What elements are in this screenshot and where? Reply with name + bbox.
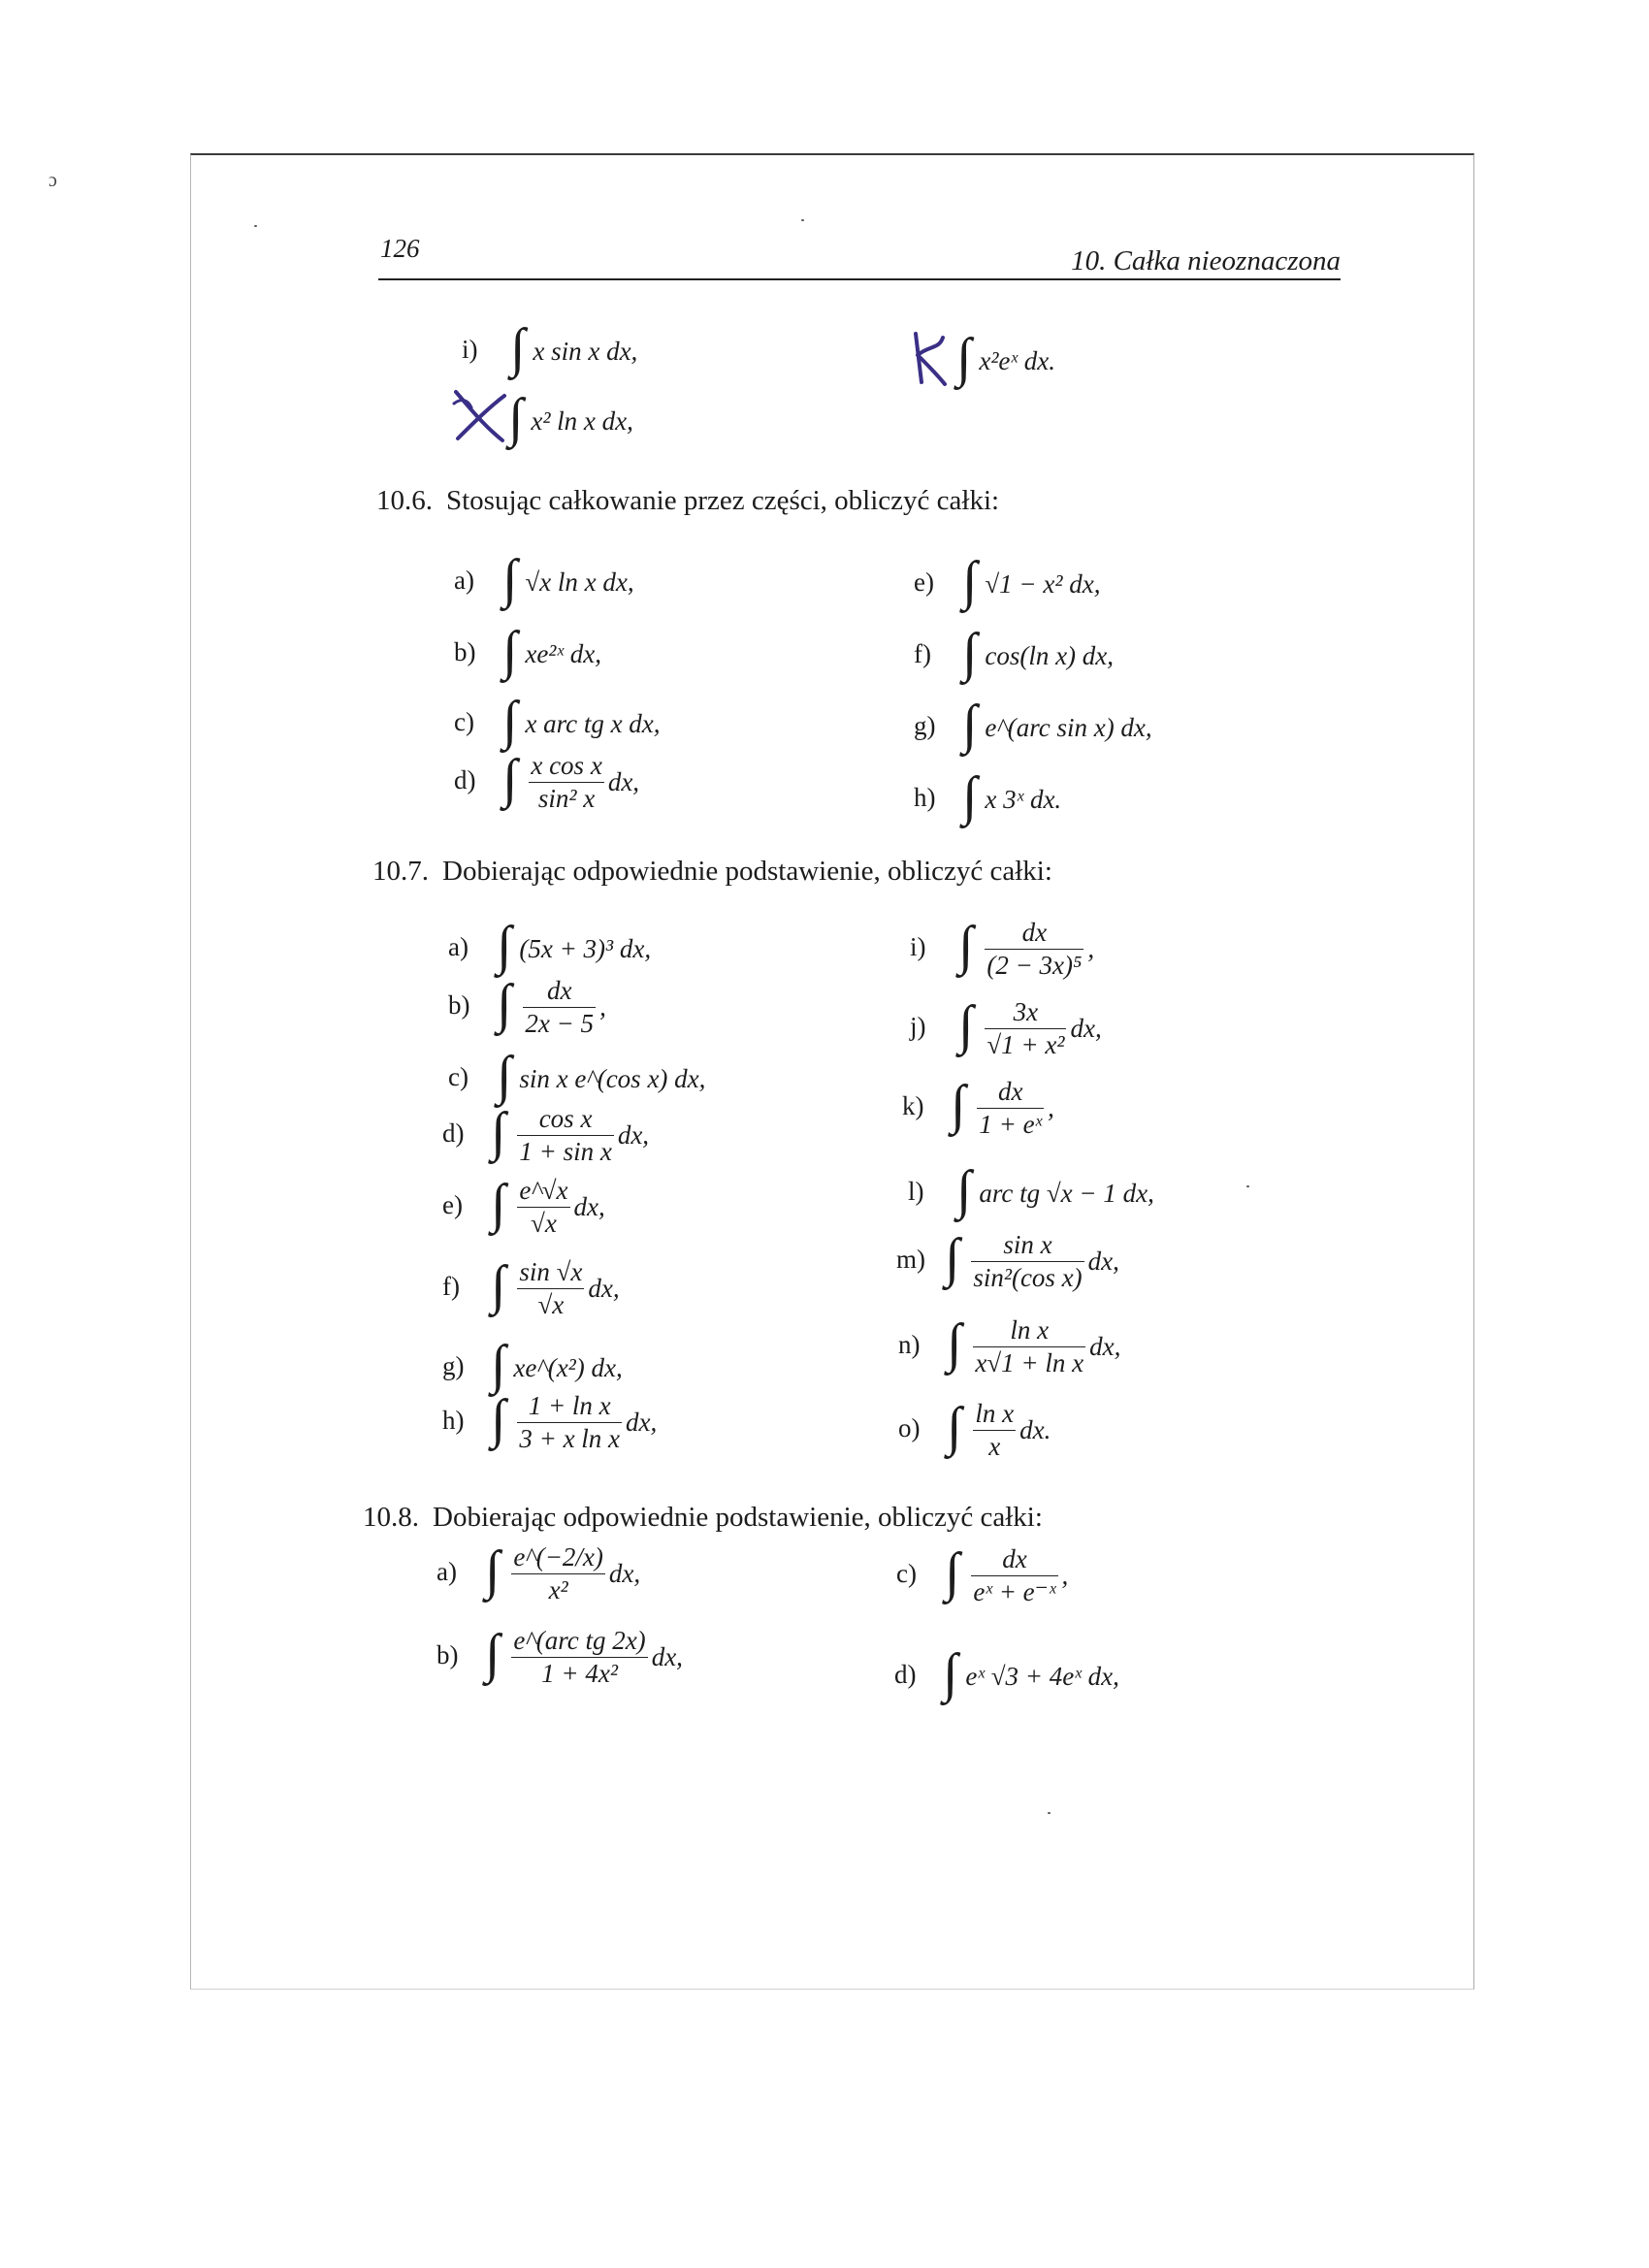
item-tail: dx, xyxy=(588,1274,620,1303)
fraction-numerator: dx xyxy=(523,978,596,1008)
item-label: d) xyxy=(442,1118,465,1148)
integral-sign: ∫ xyxy=(497,974,512,1035)
fraction-denominator: sin² x xyxy=(537,784,596,813)
integral-sign: ∫ xyxy=(491,1255,506,1316)
list-item xyxy=(442,1102,650,1166)
section-number: 10.7. xyxy=(372,856,429,887)
section-title: Dobierając odpowiednie podstawienie, obliczyć całki: xyxy=(442,856,1052,887)
fraction-numerator: dx xyxy=(971,1546,1057,1576)
item-tail: dx, xyxy=(607,767,640,796)
integral-sign: ∫ xyxy=(491,1102,506,1163)
item-label: i) xyxy=(910,931,926,961)
header-rule xyxy=(378,278,1341,280)
item-label: d) xyxy=(894,1659,917,1689)
list-item xyxy=(448,1046,706,1106)
scanned-page-border xyxy=(190,153,1474,1990)
list-item xyxy=(448,974,606,1038)
list-item xyxy=(454,691,661,751)
fraction-numerator: dx xyxy=(985,920,1083,950)
item-expression: eˣ √3 + 4eˣ dx, xyxy=(965,1661,1119,1691)
integral-sign: ∫ xyxy=(491,1174,506,1235)
integral-sign: ∫ xyxy=(943,1643,958,1703)
item-label: m) xyxy=(896,1244,925,1274)
item-label: a) xyxy=(448,931,469,961)
integral-sign: ∫ xyxy=(502,691,518,751)
item-label: h) xyxy=(914,782,936,812)
fraction xyxy=(985,920,1083,979)
section-heading-10-7 xyxy=(372,856,1052,888)
integral-sign: ∫ xyxy=(962,623,978,683)
integral-sign: ∫ xyxy=(947,1397,962,1458)
item-tail: , xyxy=(1061,1561,1069,1590)
list-item xyxy=(914,695,1152,755)
item-label: a) xyxy=(454,565,474,595)
integral-sign: ∫ xyxy=(962,551,978,611)
fraction-numerator: e^(−2/x) xyxy=(511,1544,605,1574)
fraction-numerator: ln x xyxy=(973,1401,1016,1431)
list-item xyxy=(442,1389,658,1453)
fraction-numerator: 1 + ln x xyxy=(517,1393,622,1423)
list-item xyxy=(896,1542,1069,1606)
integral-sign: ∫ xyxy=(951,1075,966,1136)
fraction xyxy=(523,978,596,1037)
item-label: b) xyxy=(454,636,476,666)
integral-sign: ∫ xyxy=(962,766,978,826)
list-item xyxy=(454,621,602,681)
integral-sign: ∫ xyxy=(502,749,518,810)
item-expression: x 3ˣ dx. xyxy=(985,784,1062,814)
list-item xyxy=(898,1397,1051,1461)
item-label: k) xyxy=(902,1090,924,1120)
fraction-numerator: x cos x xyxy=(529,753,603,783)
item-label: e) xyxy=(442,1189,463,1219)
item-label: b) xyxy=(448,989,470,1020)
item-tail: dx, xyxy=(617,1120,650,1150)
item-expression: x²eˣ dx. xyxy=(979,345,1056,375)
item-expression: x² ln x dx, xyxy=(531,405,633,436)
fraction xyxy=(973,1317,1085,1377)
item-tail: , xyxy=(1048,1093,1054,1122)
integral-sign: ∫ xyxy=(497,916,512,976)
list-item xyxy=(896,1228,1119,1292)
chapter-title: 10. Całka nieoznaczona xyxy=(1071,245,1341,276)
fraction-denominator: 2x − 5 xyxy=(525,1009,595,1038)
scan-speck xyxy=(254,225,257,227)
fraction xyxy=(511,1544,605,1604)
section-title: Dobierając odpowiednie podstawienie, obliczyć całki: xyxy=(433,1502,1043,1533)
item-label: a) xyxy=(436,1556,457,1586)
list-item xyxy=(442,1174,605,1238)
fraction-denominator: eˣ + e⁻ˣ xyxy=(973,1577,1056,1606)
list-item xyxy=(454,749,640,813)
fraction xyxy=(517,1393,622,1452)
item-tail: dx, xyxy=(626,1408,658,1437)
integral-sign: ∫ xyxy=(485,1540,501,1602)
fraction xyxy=(511,1628,647,1687)
item-tail: , xyxy=(1087,934,1095,963)
item-label: c) xyxy=(448,1061,469,1091)
integral-sign: ∫ xyxy=(945,1542,960,1604)
section-heading-10-8 xyxy=(363,1502,1043,1534)
fraction xyxy=(971,1232,1083,1291)
integral-sign: ∫ xyxy=(510,318,526,378)
item-expression: x arc tg x dx, xyxy=(525,708,661,738)
fraction-numerator: 3x xyxy=(985,999,1066,1029)
integral-sign: ∫ xyxy=(962,695,978,755)
item-expression: sin x e^(cos x) dx, xyxy=(519,1063,706,1093)
item-tail: , xyxy=(599,992,606,1021)
integral-sign: ∫ xyxy=(497,1046,512,1106)
fraction xyxy=(517,1106,613,1165)
item-tail: dx, xyxy=(573,1192,605,1221)
list-item xyxy=(898,1313,1121,1377)
integral-sign: ∫ xyxy=(956,328,972,388)
integral-sign: ∫ xyxy=(502,549,518,609)
section-title: Stosując całkowanie przez części, obliczyć całki: xyxy=(446,485,1000,516)
item-label: g) xyxy=(442,1350,465,1380)
scan-speck xyxy=(1048,1812,1051,1814)
fraction-denominator: 1 + 4x² xyxy=(541,1659,618,1688)
list-item xyxy=(908,1160,1154,1220)
fraction-denominator: √x xyxy=(537,1290,565,1319)
list-item xyxy=(914,551,1101,611)
item-expression: e^(arc sin x) dx, xyxy=(985,712,1152,742)
fraction xyxy=(985,999,1066,1058)
section-heading-10-6 xyxy=(376,485,999,517)
item-label: c) xyxy=(454,706,474,736)
fraction xyxy=(517,1259,584,1318)
integral-sign: ∫ xyxy=(945,1228,960,1289)
handwritten-cross-mark xyxy=(910,328,951,390)
list-item xyxy=(508,388,633,448)
list-item xyxy=(902,1075,1054,1139)
item-label: f) xyxy=(914,638,931,668)
item-label: o) xyxy=(898,1412,921,1442)
item-label: i) xyxy=(462,334,478,364)
integral-sign: ∫ xyxy=(947,1313,962,1375)
integral-sign: ∫ xyxy=(485,1624,501,1685)
fraction-denominator: x xyxy=(988,1432,1001,1461)
item-tail: dx, xyxy=(1087,1247,1119,1276)
handwritten-cross-mark xyxy=(448,386,512,444)
fraction-numerator: sin √x xyxy=(517,1259,584,1289)
item-label: f) xyxy=(442,1271,460,1301)
list-item xyxy=(914,623,1115,683)
fraction-denominator: √x xyxy=(531,1209,557,1238)
item-label: e) xyxy=(914,567,934,597)
fraction-numerator: e^√x xyxy=(517,1178,569,1208)
fraction-denominator: sin²(cos x) xyxy=(973,1263,1083,1292)
item-expression: cos(ln x) dx, xyxy=(985,640,1115,670)
list-item xyxy=(436,1540,641,1604)
item-expression: arc tg √x − 1 dx, xyxy=(979,1178,1154,1208)
fraction xyxy=(977,1079,1044,1138)
list-item xyxy=(462,318,638,378)
integral-sign: ∫ xyxy=(502,621,518,681)
item-expression: (5x + 3)³ dx, xyxy=(519,933,652,963)
fraction xyxy=(529,753,603,812)
fraction-numerator: dx xyxy=(977,1079,1044,1109)
fraction-denominator: 1 + eˣ xyxy=(979,1110,1043,1139)
list-item xyxy=(442,1335,623,1395)
section-number: 10.8. xyxy=(363,1502,419,1533)
list-item xyxy=(894,1643,1119,1703)
item-expression: √x ln x dx, xyxy=(525,567,634,597)
list-item xyxy=(956,328,1056,388)
margin-mark: ɔ xyxy=(48,170,57,191)
fraction-denominator: √1 + x² xyxy=(986,1030,1065,1059)
fraction-denominator: 3 + x ln x xyxy=(519,1424,621,1453)
fraction xyxy=(971,1546,1057,1605)
integral-sign: ∫ xyxy=(491,1389,506,1450)
fraction-denominator: x² xyxy=(548,1575,568,1604)
list-item xyxy=(442,1255,620,1319)
integral-sign: ∫ xyxy=(491,1335,506,1395)
item-expression: xe^(x²) dx, xyxy=(513,1352,623,1382)
item-tail: dx, xyxy=(1070,1014,1102,1043)
item-expression: √1 − x² dx, xyxy=(985,568,1101,599)
page-number: 126 xyxy=(380,234,420,263)
fraction-numerator: ln x xyxy=(973,1317,1085,1347)
item-label: c) xyxy=(896,1558,917,1588)
fraction xyxy=(517,1178,569,1237)
scan-speck xyxy=(1246,1185,1249,1187)
list-item xyxy=(910,995,1102,1059)
item-tail: dx. xyxy=(1019,1415,1051,1444)
fraction-denominator: 1 + sin x xyxy=(519,1137,612,1166)
item-label: b) xyxy=(436,1639,459,1669)
item-tail: dx, xyxy=(608,1559,641,1588)
item-label: n) xyxy=(898,1329,921,1359)
section-number: 10.6. xyxy=(376,485,433,516)
fraction-numerator: e^(arc tg 2x) xyxy=(511,1628,647,1658)
item-expression: xe²ˣ dx, xyxy=(525,638,602,668)
item-tail: dx, xyxy=(651,1642,683,1671)
integral-sign: ∫ xyxy=(508,388,524,448)
item-label: g) xyxy=(914,710,936,740)
item-expression: x sin x dx, xyxy=(533,336,638,366)
list-item xyxy=(448,916,652,976)
fraction-numerator: cos x xyxy=(517,1106,613,1136)
integral-sign: ∫ xyxy=(956,1160,972,1220)
integral-sign: ∫ xyxy=(958,916,974,977)
integral-sign: ∫ xyxy=(958,995,974,1056)
fraction-denominator: x√1 + ln x xyxy=(975,1348,1084,1377)
item-label: h) xyxy=(442,1405,465,1435)
scan-speck xyxy=(801,219,804,221)
fraction-denominator: (2 − 3x)⁵ xyxy=(986,951,1083,980)
item-tail: dx, xyxy=(1089,1332,1121,1361)
item-label: d) xyxy=(454,764,476,794)
item-label: l) xyxy=(908,1176,924,1206)
list-item xyxy=(454,549,634,609)
item-label: j) xyxy=(910,1011,926,1041)
list-item xyxy=(436,1624,683,1688)
fraction xyxy=(973,1401,1016,1460)
fraction-numerator: sin x xyxy=(971,1232,1083,1262)
list-item xyxy=(910,916,1095,980)
list-item xyxy=(914,766,1062,826)
